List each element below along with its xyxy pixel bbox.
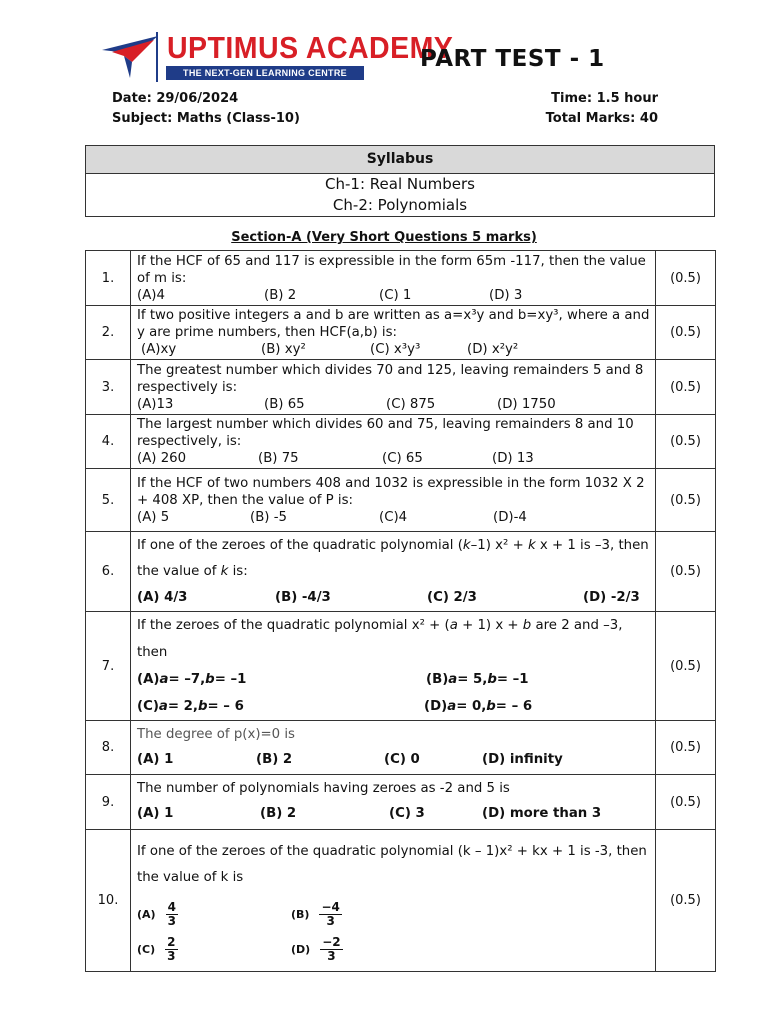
option: (A) 1 <box>137 751 174 767</box>
question-marks: (0.5) <box>656 469 716 532</box>
option: (A)4 <box>137 287 165 303</box>
option: (A)xy <box>141 342 177 357</box>
syllabus-item: Ch-2: Polynomials <box>332 196 468 214</box>
question-marks: (0.5) <box>656 830 716 972</box>
options-row <box>137 693 651 720</box>
question-number: 1. <box>86 251 131 306</box>
question-cell <box>131 360 656 415</box>
option: (D) $\frac{-2}{3}$ <box>291 934 341 963</box>
question-number: 9. <box>86 775 131 830</box>
question-text: If two positive integers a and b are written as a=x³y and b=xy³, where a and y are prime numbers, then HCF(a,b) is: <box>137 308 650 340</box>
options-row <box>137 666 651 693</box>
option: (B) 2 <box>260 806 297 821</box>
question-text: The degree of p(x)=0 is <box>137 726 295 742</box>
option: (A) 5 <box>137 509 170 525</box>
option: (C) 2/3 <box>427 589 477 605</box>
question-number: 5. <box>86 469 131 532</box>
option: (C)4 <box>379 509 408 525</box>
question-row <box>86 532 716 612</box>
question-number: 3. <box>86 360 131 415</box>
question-cell <box>131 775 656 830</box>
option: (D) 3 <box>489 287 523 303</box>
question-cell <box>131 415 656 469</box>
question-cell <box>131 469 656 532</box>
option: (A) 4/3 <box>137 589 188 605</box>
options-row <box>137 287 651 304</box>
question-marks: (0.5) <box>656 360 716 415</box>
options-row <box>137 901 651 928</box>
question-cell <box>131 721 656 775</box>
question-row <box>86 306 716 360</box>
question-cell <box>131 251 656 306</box>
question-cell <box>131 830 656 972</box>
option: (B)a= 5,b= –1 <box>426 672 529 687</box>
option: (A) $\frac{4}{3}$ <box>137 899 176 928</box>
exam-date: Date: 29/06/2024 <box>112 91 239 106</box>
question-row <box>86 830 716 972</box>
options-row <box>137 585 651 611</box>
option: (C) 3 <box>389 806 425 821</box>
option: (A)13 <box>137 396 174 412</box>
option: (B) xy² <box>261 342 306 357</box>
question-text: The number of polynomials having zeroes as -2 and 5 is <box>137 781 510 796</box>
option: (A)a= –7,b= –1 <box>137 672 247 687</box>
option: (D) 1750 <box>497 396 556 412</box>
options-row <box>137 509 651 526</box>
question-text: If the HCF of 65 and 117 is expressible in the form 65m -117, then the value of m is: <box>137 253 646 286</box>
options-row <box>137 936 651 963</box>
syllabus-item: Ch-1: Real Numbers <box>325 175 475 193</box>
question-text: If one of the zeroes of the quadratic polynomial (k – 1)x² + kx + 1 is -3, then the value of k is <box>137 843 647 885</box>
option: (C) 0 <box>384 751 420 767</box>
option: (B) -5 <box>250 509 287 525</box>
option: (B) -4/3 <box>275 589 331 605</box>
question-marks: (0.5) <box>656 775 716 830</box>
question-row <box>86 775 716 830</box>
option: (C)a= 2,b= – 6 <box>137 699 244 714</box>
exam-subject: Subject: Maths (Class-10) <box>112 111 300 126</box>
question-cell <box>131 612 656 721</box>
option: (D) -2/3 <box>583 589 640 605</box>
question-marks: (0.5) <box>656 532 716 612</box>
option: (C) x³y³ <box>370 342 421 357</box>
question-marks: (0.5) <box>656 415 716 469</box>
question-number: 10. <box>86 830 131 972</box>
question-text: The greatest number which divides 70 and 125, leaving remainders 5 and 8 respectively is: <box>137 362 644 395</box>
option: (D)a= 0,b= – 6 <box>424 699 533 714</box>
option: (C) 1 <box>379 287 412 303</box>
exam-total-marks: Total Marks: 40 <box>545 111 658 126</box>
question-cell <box>131 306 656 360</box>
options-row <box>137 450 651 467</box>
option: (C) 65 <box>382 451 423 466</box>
question-row <box>86 721 716 775</box>
questions-table <box>85 250 716 972</box>
option: (A) 1 <box>137 806 174 821</box>
question-number: 7. <box>86 612 131 721</box>
question-text: If one of the zeroes of the quadratic polynomial (k–1) x² + k x + 1 is –3, then the value of k is: <box>137 537 649 579</box>
option: (D) infinity <box>482 751 563 767</box>
option: (D)-4 <box>493 509 527 525</box>
question-marks: (0.5) <box>656 612 716 721</box>
question-text: The largest number which divides 60 and 75, leaving remainders 8 and 10 respectively, is: <box>137 417 634 449</box>
question-row <box>86 360 716 415</box>
brand-tagline: THE NEXT-GEN LEARNING CENTRE <box>166 66 364 80</box>
option: (C) $\frac{2}{3}$ <box>137 934 176 963</box>
option: (B) 2 <box>256 751 293 767</box>
question-row <box>86 469 716 532</box>
question-cell <box>131 532 656 612</box>
option: (B) 65 <box>264 396 305 412</box>
option: (D) x²y² <box>467 342 519 357</box>
option: (B) $\frac{-4}{3}$ <box>291 899 340 928</box>
question-marks: (0.5) <box>656 306 716 360</box>
syllabus-title: Syllabus <box>86 146 714 174</box>
question-row <box>86 612 716 721</box>
option: (A) 260 <box>137 451 187 466</box>
section-a-title: Section-A (Very Short Questions 5 marks) <box>231 230 537 245</box>
question-row <box>86 251 716 306</box>
options-row <box>137 801 651 827</box>
question-number: 6. <box>86 532 131 612</box>
exam-time: Time: 1.5 hour <box>551 91 658 106</box>
question-text: If the zeroes of the quadratic polynomial x² + (a + 1) x + b are 2 and –3, then <box>137 618 623 660</box>
question-row <box>86 415 716 469</box>
option: (B) 2 <box>264 287 297 303</box>
question-marks: (0.5) <box>656 721 716 775</box>
question-marks: (0.5) <box>656 251 716 306</box>
options-row <box>137 747 651 773</box>
brand-name: UPTIMUS ACADEMY <box>167 30 454 65</box>
syllabus-box <box>85 145 715 217</box>
option: (D) 13 <box>492 451 534 466</box>
options-row <box>137 341 651 358</box>
option: (C) 875 <box>386 396 436 412</box>
option: (D) more than 3 <box>482 806 602 821</box>
question-number: 4. <box>86 415 131 469</box>
question-number: 8. <box>86 721 131 775</box>
question-number: 2. <box>86 306 131 360</box>
option: (B) 75 <box>258 451 299 466</box>
question-text: If the HCF of two numbers 408 and 1032 is expressible in the form 1032 X 2 + 408 XP, then the value of P is: <box>137 475 645 508</box>
test-title: PART TEST - 1 <box>420 46 605 72</box>
options-row <box>137 396 651 413</box>
